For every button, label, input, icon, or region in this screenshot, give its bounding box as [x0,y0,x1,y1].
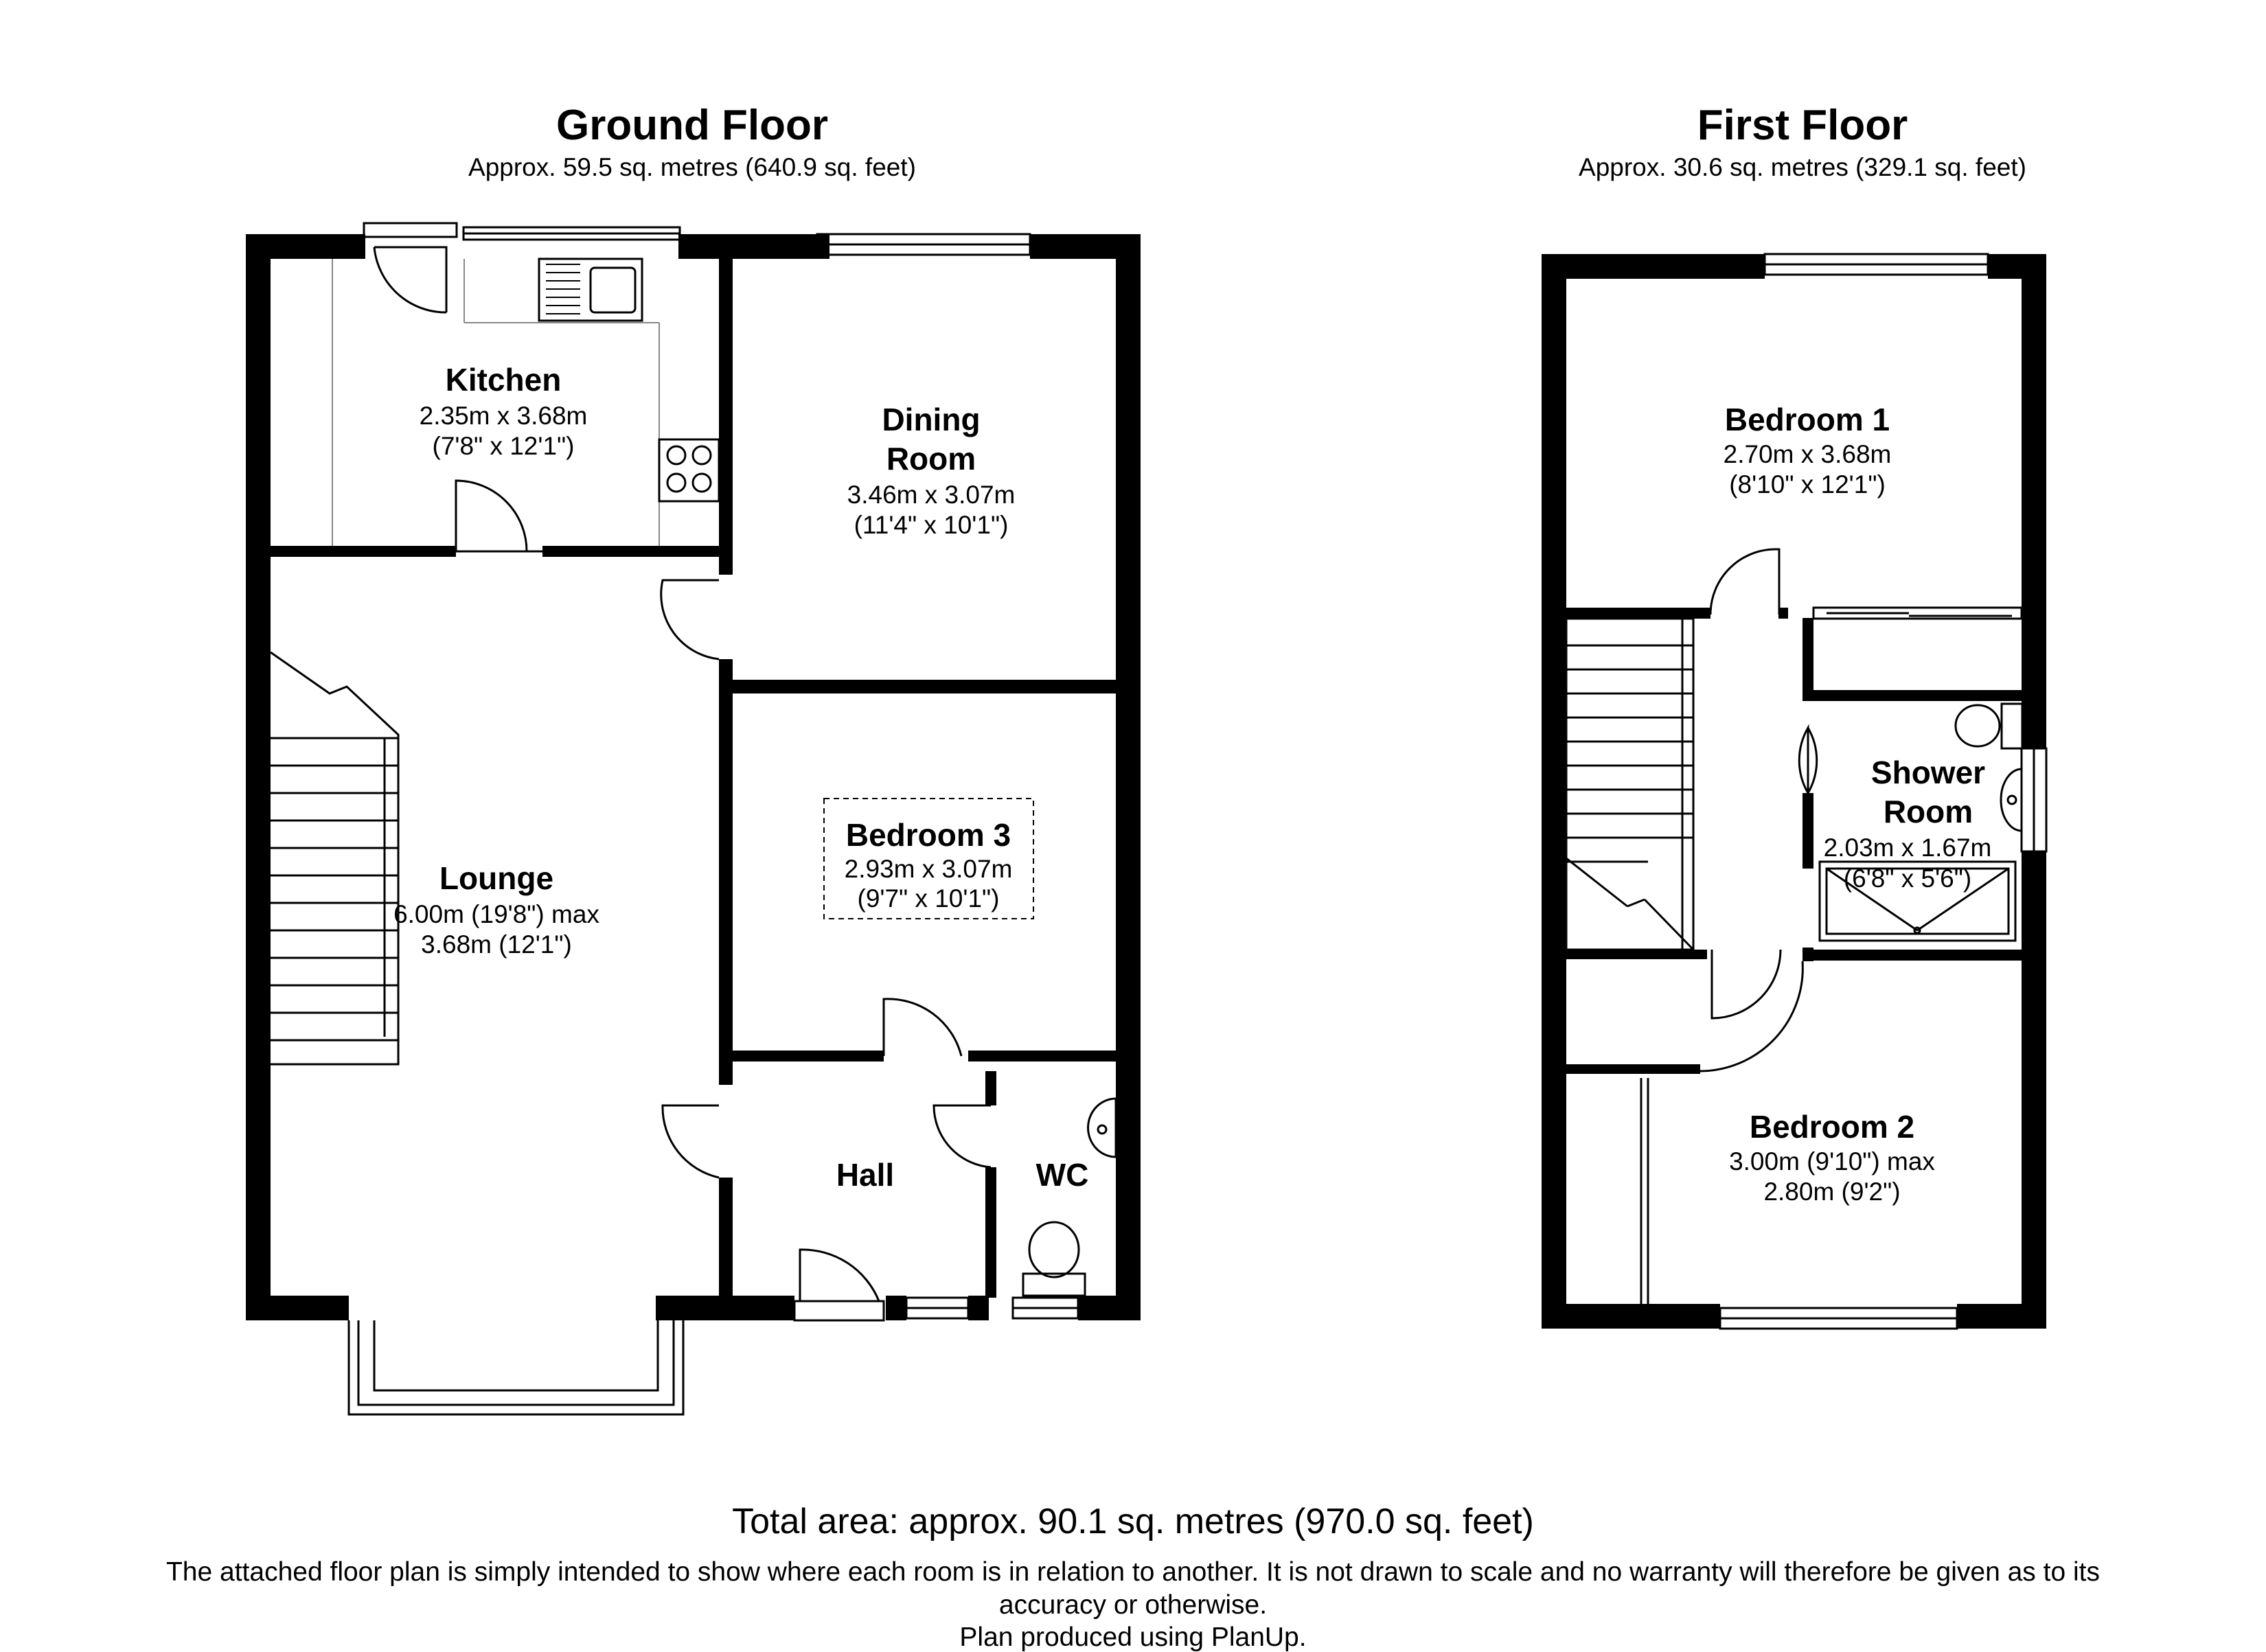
kitchen-dim-metric: 2.35m x 3.68m [419,402,588,430]
shower-room-toilet [1956,704,2022,748]
wc-name: WC [1035,1157,1089,1193]
first-floor-title: First Floor [1697,102,1908,149]
bedroom2-dim-width: 2.80m (9'2") [1763,1178,1901,1206]
hall-name: Hall [836,1157,895,1193]
kitchen-name: Kitchen [445,362,562,398]
ground-floor-title: Ground Floor [556,102,829,149]
ground-floor-walls [246,234,1141,1320]
bedroom1-dim-imperial: (8'10" x 12'1") [1729,470,1886,498]
bedroom3-dim-imperial: (9'7" x 10'1") [857,884,1000,913]
lounge-bay-window [349,1320,683,1414]
bedroom2-dim-length: 3.00m (9'10") max [1729,1147,1935,1175]
shower-name-line2: Room [1883,794,1973,829]
shower-room-basin [2001,769,2022,831]
dining-dim-metric: 3.46m x 3.07m [847,481,1016,509]
lounge-name: Lounge [439,860,554,896]
total-area: Total area: approx. 90.1 sq. metres (970.0 sq. feet) [732,1502,1534,1541]
bedroom3-name: Bedroom 3 [845,817,1011,853]
wc-toilet [1023,1222,1085,1296]
plan-credit: Plan produced using PlanUp. [959,1622,1307,1652]
ground-floor-stairs [271,652,398,1064]
shower-dim-metric: 2.03m x 1.67m [1823,834,1992,862]
dining-name-line1: Dining [882,402,981,437]
bedroom2-name: Bedroom 2 [1749,1109,1915,1145]
bedroom1-name: Bedroom 1 [1724,402,1890,437]
first-floor-stairs [1566,619,1693,950]
disclaimer-line2: accuracy or otherwise. [998,1590,1268,1620]
disclaimer-line1: The attached floor plan is simply intended to show where each room is in relation to another. It is not drawn to scale and no warranty will therefore be given as to its [165,1557,2101,1587]
dining-dim-imperial: (11'4" x 10'1") [854,511,1009,539]
kitchen-dim-imperial: (7'8" x 12'1") [432,432,575,460]
dining-name-line2: Room [886,441,976,477]
ground-floor-area: Approx. 59.5 sq. metres (640.9 sq. feet) [468,153,916,181]
kitchen-hob [659,439,719,501]
wc-basin [1088,1099,1116,1157]
bedroom1-dim-metric: 2.70m x 3.68m [1723,440,1892,468]
bedroom3-dim-metric: 2.93m x 3.07m [844,855,1013,883]
first-floor-area: Approx. 30.6 sq. metres (329.1 sq. feet) [1579,153,2026,181]
shower-name-line1: Shower [1870,755,1986,790]
lounge-dim-width: 3.68m (12'1") [421,930,572,959]
shower-dim-imperial: (6'8" x 5'6") [1843,864,1972,893]
kitchen-back-door-frame [364,223,457,237]
lounge-dim-length: 6.00m (19'8") max [393,900,599,928]
